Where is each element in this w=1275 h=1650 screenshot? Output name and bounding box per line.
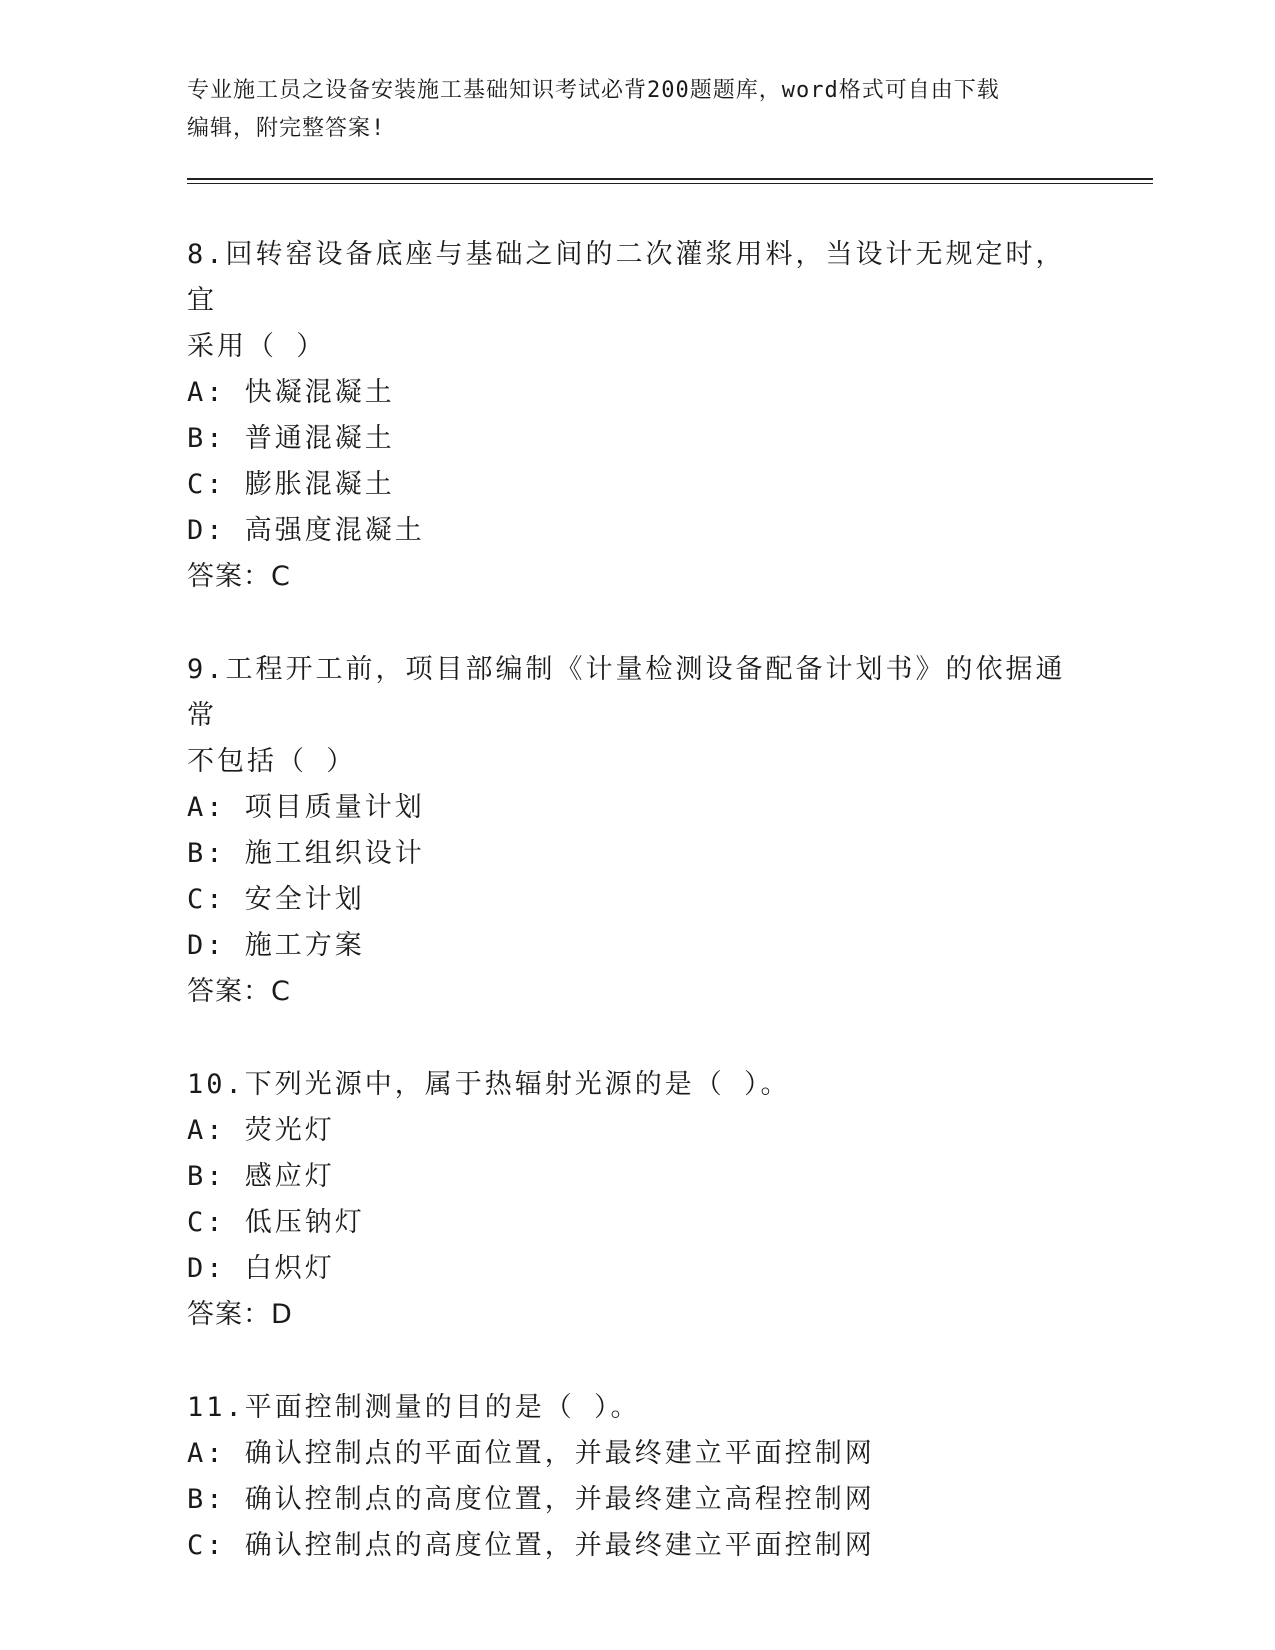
option-key: B: bbox=[187, 1161, 226, 1192]
option-text: 低压钠灯 bbox=[244, 1207, 365, 1238]
option-c bbox=[187, 877, 1087, 923]
answer: 答案：D bbox=[187, 1299, 293, 1330]
option-text: 荧光灯 bbox=[244, 1115, 335, 1146]
option-key: A: bbox=[187, 792, 226, 823]
question-stem: 9.工程开工前，项目部编制《计量检测设备配备计划书》的依据通常 bbox=[187, 654, 1066, 731]
question-list bbox=[187, 232, 1087, 1616]
option-text: 感应灯 bbox=[244, 1161, 335, 1192]
question-stem: 11.平面控制测量的目的是（ ）。 bbox=[187, 1392, 641, 1423]
option-c bbox=[187, 1523, 1087, 1569]
header-title-line-2: 编辑，附完整答案! bbox=[187, 116, 386, 141]
option-b bbox=[187, 1154, 1087, 1200]
question-8 bbox=[187, 232, 1087, 600]
option-a bbox=[187, 785, 1087, 831]
option-d bbox=[187, 923, 1087, 969]
answer: 答案：C bbox=[187, 561, 291, 592]
option-key: C: bbox=[187, 884, 226, 915]
option-a bbox=[187, 370, 1087, 416]
option-key: C: bbox=[187, 1530, 226, 1561]
option-key: B: bbox=[187, 1484, 226, 1515]
option-text: 施工方案 bbox=[244, 930, 365, 961]
option-text: 项目质量计划 bbox=[244, 792, 425, 823]
option-b bbox=[187, 831, 1087, 877]
question-stem: 8.回转窑设备底座与基础之间的二次灌浆用料，当设计无规定时，宜 bbox=[187, 239, 1066, 316]
option-key: D: bbox=[187, 930, 226, 961]
option-b bbox=[187, 416, 1087, 462]
option-key: A: bbox=[187, 1115, 226, 1146]
document-header bbox=[187, 72, 1087, 148]
option-text: 白炽灯 bbox=[244, 1253, 335, 1284]
option-text: 膨胀混凝土 bbox=[244, 469, 395, 500]
question-11 bbox=[187, 1385, 1087, 1569]
question-10 bbox=[187, 1062, 1087, 1338]
option-c bbox=[187, 462, 1087, 508]
option-a bbox=[187, 1108, 1087, 1154]
option-key: B: bbox=[187, 423, 226, 454]
question-9 bbox=[187, 647, 1087, 1015]
option-text: 施工组织设计 bbox=[244, 838, 425, 869]
header-divider-thin bbox=[187, 183, 1153, 184]
option-key: B: bbox=[187, 838, 226, 869]
option-key: D: bbox=[187, 515, 226, 546]
option-text: 确认控制点的高度位置，并最终建立平面控制网 bbox=[244, 1530, 875, 1561]
option-text: 确认控制点的平面位置，并最终建立平面控制网 bbox=[244, 1438, 875, 1469]
option-a bbox=[187, 1431, 1087, 1477]
answer: 答案：C bbox=[187, 976, 291, 1007]
option-c bbox=[187, 1200, 1087, 1246]
header-title-line-1: 专业施工员之设备安装施工基础知识考试必背200题题库，word格式可自由下载 bbox=[187, 78, 1000, 103]
option-key: A: bbox=[187, 377, 226, 408]
option-d bbox=[187, 508, 1087, 554]
question-stem: 10.下列光源中，属于热辐射光源的是（ ）。 bbox=[187, 1069, 791, 1100]
option-text: 安全计划 bbox=[244, 884, 365, 915]
question-stem-continued: 采用（ ） bbox=[187, 331, 327, 362]
header-divider-thick bbox=[187, 178, 1153, 180]
option-text: 高强度混凝土 bbox=[244, 515, 425, 546]
option-text: 快凝混凝土 bbox=[244, 377, 395, 408]
option-d bbox=[187, 1246, 1087, 1292]
option-key: D: bbox=[187, 1253, 226, 1284]
option-text: 确认控制点的高度位置，并最终建立高程控制网 bbox=[244, 1484, 875, 1515]
question-stem-continued: 不包括（ ） bbox=[187, 746, 357, 777]
option-text: 普通混凝土 bbox=[244, 423, 395, 454]
option-b bbox=[187, 1477, 1087, 1523]
option-key: C: bbox=[187, 1207, 226, 1238]
option-key: A: bbox=[187, 1438, 226, 1469]
option-key: C: bbox=[187, 469, 226, 500]
